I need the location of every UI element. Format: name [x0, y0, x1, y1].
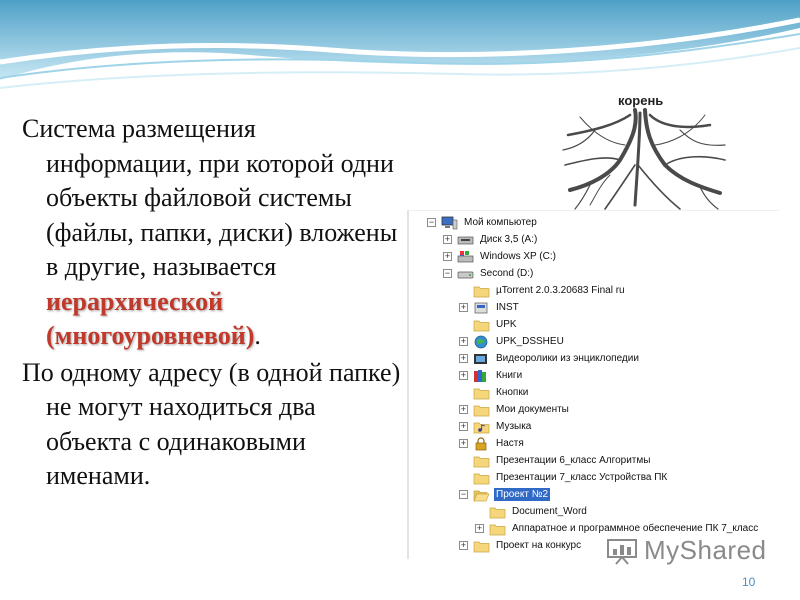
tree-root-illustration: [560, 105, 730, 213]
video-folder-icon: [473, 352, 490, 366]
tree-spacer: [459, 320, 468, 329]
tree-row[interactable]: [427, 214, 539, 231]
tree-row-label: Музыка: [496, 421, 532, 432]
expand-icon[interactable]: +: [460, 354, 467, 364]
tree-row-label: Мой компьютер: [464, 217, 537, 228]
tree-row-label: Мои документы: [496, 404, 569, 415]
tree-row-label: INST: [496, 302, 519, 313]
root-label: корень: [618, 93, 664, 108]
open-folder-icon: [473, 488, 490, 502]
globe-folder-icon: [473, 335, 490, 349]
tree-row-label: Видеоролики из энциклопедии: [496, 353, 639, 364]
tree-row[interactable]: [459, 452, 652, 469]
expand-icon[interactable]: +: [460, 371, 467, 381]
folder-icon: [473, 386, 490, 400]
collapse-icon[interactable]: −: [460, 490, 467, 500]
tree-row-label: Аппаратное и программное обеспечение ПК 7_класс: [512, 523, 759, 534]
folder-tree-panel: [407, 210, 779, 559]
tree-row-label: UPK: [496, 319, 517, 330]
tree-row-label: µTorrent 2.0.3.20683 Final ru: [496, 285, 625, 296]
tree-spacer: [459, 286, 468, 295]
tree-row-label: Кнопки: [496, 387, 529, 398]
system-drive-icon: [457, 250, 474, 264]
tree-row[interactable]: [443, 265, 535, 282]
tree-row[interactable]: [459, 299, 521, 316]
tree-row[interactable]: [459, 486, 550, 503]
expand-icon[interactable]: +: [460, 337, 467, 347]
tree-row[interactable]: [459, 469, 669, 486]
tree-row[interactable]: [443, 231, 539, 248]
tree-row-label: Проект на конкурс: [496, 540, 582, 551]
folder-icon: [473, 454, 490, 468]
hard-drive-icon: [457, 267, 474, 281]
tree-row-label: Диск 3,5 (A:): [480, 234, 538, 245]
tree-row[interactable]: [459, 367, 524, 384]
expand-icon[interactable]: +: [460, 303, 467, 313]
folder-icon: [473, 284, 490, 298]
expand-icon[interactable]: +: [444, 235, 451, 245]
rule-paragraph: По одному адресу (в одной папке) не могут находиться два объекта с одинаковыми именами.: [22, 357, 401, 490]
tree-row[interactable]: [443, 248, 558, 265]
folder-icon: [473, 539, 490, 553]
watermark-text: MyShared: [644, 535, 767, 565]
tree-spacer: [459, 456, 468, 465]
music-folder-icon: [473, 420, 490, 434]
tree-row[interactable]: [459, 418, 533, 435]
computer-icon: [441, 216, 458, 230]
expand-icon[interactable]: +: [460, 405, 467, 415]
expand-icon[interactable]: +: [444, 252, 451, 262]
folder-icon: [489, 505, 506, 519]
folder-icon: [473, 471, 490, 485]
folder-icon: [473, 318, 490, 332]
definition-end: .: [254, 321, 261, 350]
presentation-board-icon: [606, 537, 638, 565]
tree-spacer: [475, 507, 484, 516]
tree-row-label: UPK_DSSHEU: [496, 336, 564, 347]
tree-row-label: Second (D:): [480, 268, 534, 279]
tree-row[interactable]: [459, 435, 526, 452]
books-folder-icon: [473, 369, 490, 383]
tree-row[interactable]: [459, 333, 566, 350]
folder-icon: [489, 522, 506, 536]
tree-row[interactable]: [459, 384, 530, 401]
locked-folder-icon: [473, 437, 490, 451]
expand-icon[interactable]: +: [476, 524, 483, 534]
tree-row-label: Document_Word: [512, 506, 587, 517]
tree-row-label: Проект №2: [496, 489, 549, 500]
tree-row[interactable]: [459, 282, 627, 299]
tree-spacer: [459, 388, 468, 397]
collapse-icon[interactable]: −: [428, 218, 435, 228]
collapse-icon[interactable]: −: [444, 269, 451, 279]
header-wave-decoration: [0, 0, 800, 95]
tree-row[interactable]: [459, 350, 641, 367]
floppy-drive-icon: [457, 233, 474, 247]
expand-icon[interactable]: +: [460, 439, 467, 449]
definition-text: Система размещения информации, при которой одни объекты файловой системы (файлы, папки, диски) вложены в другие, называется: [22, 114, 398, 281]
tree-row-label: Настя: [496, 438, 524, 449]
installer-folder-icon: [473, 301, 490, 315]
slide-number: 10: [742, 575, 756, 589]
myshared-watermark: [606, 535, 767, 566]
tree-row[interactable]: [459, 401, 571, 418]
highlighted-term: иерархической (многоуровневой): [46, 286, 255, 350]
tree-row-label: Книги: [496, 370, 523, 381]
tree-row[interactable]: [459, 537, 583, 554]
tree-spacer: [459, 473, 468, 482]
definition-paragraph: [22, 112, 407, 354]
expand-icon[interactable]: +: [460, 422, 467, 432]
folder-icon: [473, 403, 490, 417]
tree-row-label: Windows XP (C:): [480, 251, 556, 262]
expand-icon[interactable]: +: [460, 541, 467, 551]
slide-body-text: [22, 112, 407, 494]
tree-row-label: Презентации 6_класс Алгоритмы: [496, 455, 651, 466]
tree-row[interactable]: [475, 503, 589, 520]
tree-row-label: Презентации 7_класс Устройства ПК: [496, 472, 668, 483]
tree-row[interactable]: [459, 316, 519, 333]
